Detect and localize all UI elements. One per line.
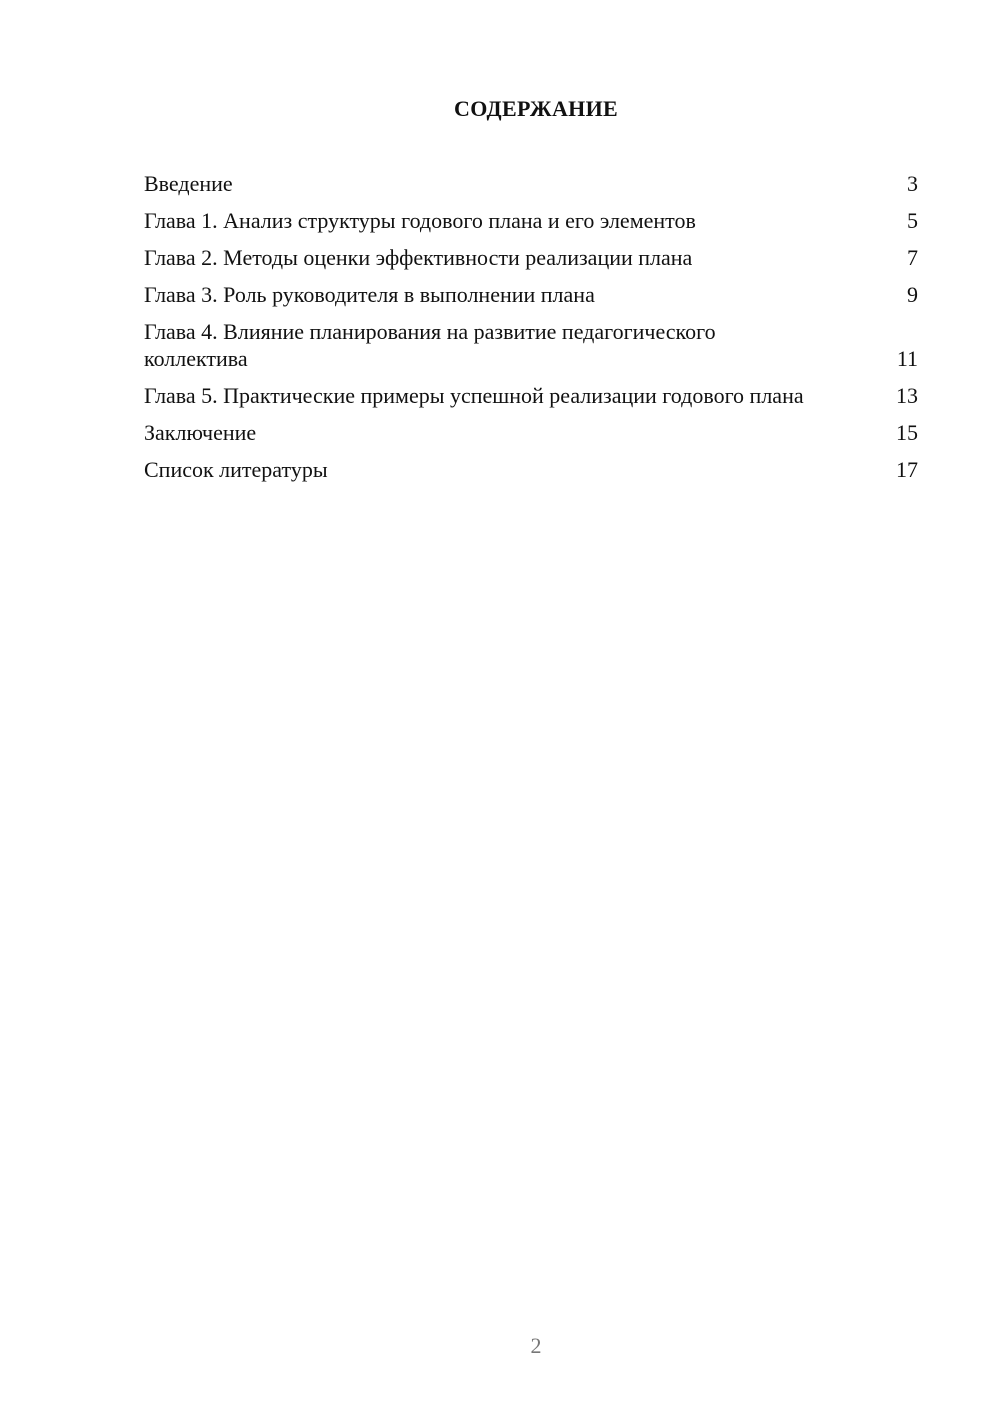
toc-entry-chapter-5 [144,382,918,409]
toc-entry-title: Глава 1. Анализ структуры годового плана и его элементов [144,208,696,233]
toc-entry-title: Глава 2. Методы оценки эффективности реализации плана [144,245,693,270]
page-number: 2 [530,1333,542,1358]
toc-entry-page: 7 [907,245,918,270]
toc-entry-page: 3 [907,171,918,196]
toc-entry-title: Заключение [144,420,257,445]
toc-entry-title: Глава 4. Влияние планирования на развитие педагогического коллектива [144,319,716,371]
toc-entry-chapter-1 [144,207,918,234]
toc-entry-page: 5 [907,208,918,233]
toc-entry-title: Список литературы [144,457,328,482]
toc-entry-page: 9 [907,282,918,307]
toc-entry-page: 15 [896,420,918,445]
toc-heading: СОДЕРЖАНИЕ [454,96,618,121]
toc-entry-page: 17 [896,457,918,482]
toc-entry-conclusion [144,419,918,446]
toc-entry-title: Глава 3. Роль руководителя в выполнении плана [144,282,595,307]
toc-entry-chapter-2 [144,244,918,271]
toc-entry-bibliography [144,456,918,483]
toc-entry-chapter-3 [144,281,918,308]
toc-entry-chapter-4 [144,318,918,372]
toc-entry-page: 11 [896,346,918,371]
toc-entry-title: Глава 5. Практические примеры успешной реализации годового плана [144,383,804,408]
toc-entry-title: Введение [144,171,233,196]
toc-entry-introduction [144,170,918,197]
table-of-contents [144,170,918,493]
toc-entry-page: 13 [896,383,918,408]
